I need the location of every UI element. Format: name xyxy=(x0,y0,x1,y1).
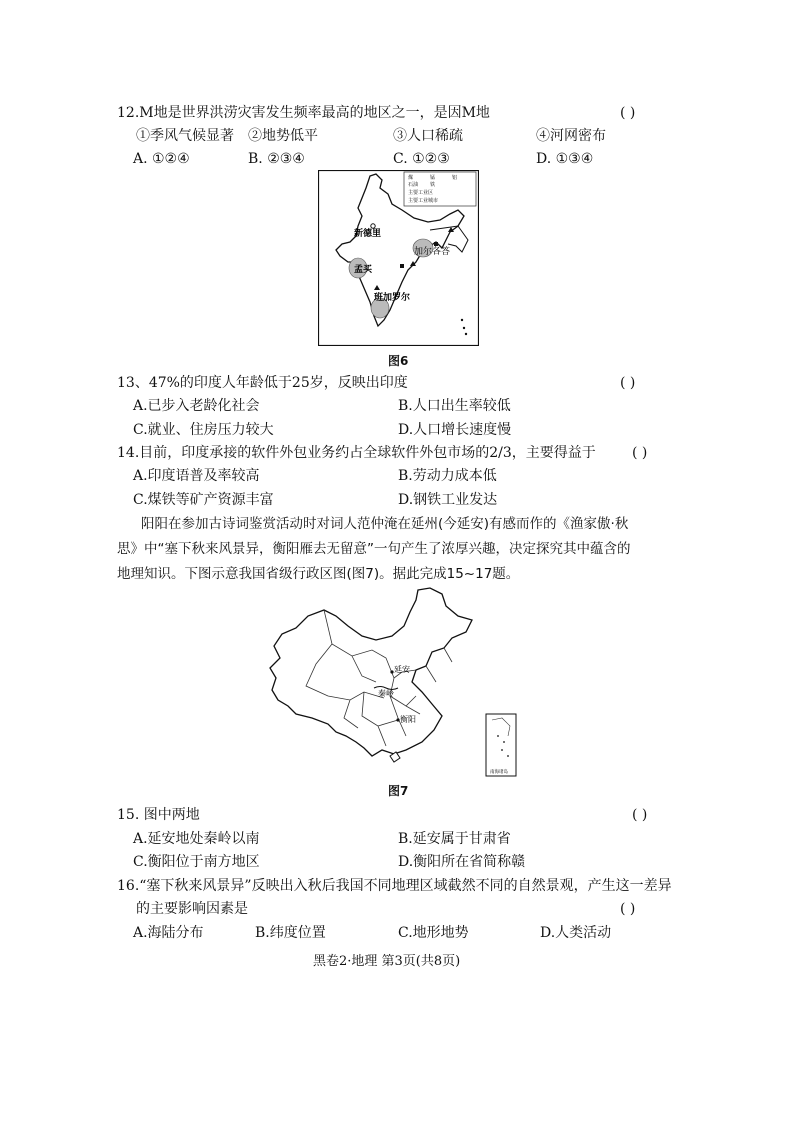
island xyxy=(461,319,463,321)
coal-mark xyxy=(434,242,438,246)
legend-industrial-city: 主要工业城市 xyxy=(408,198,439,204)
q14-answer-paren: ( ) xyxy=(632,445,648,461)
yanan-marker xyxy=(390,670,393,673)
legend-coal: 煤 xyxy=(408,175,414,181)
legend-oil: 石油 xyxy=(408,182,419,188)
q15-answer-paren: ( ) xyxy=(632,807,648,823)
q15-stem: 15. 图中两地 xyxy=(117,807,200,823)
q12-stem: 12.M地是世界洪涝灾害发生频率最高的地区之一，是因M地 xyxy=(117,105,490,121)
intro-line-1: 阳阳在参加古诗词鉴赏活动时对词人范仲淹在延州(今延安)有感而作的《渔家傲·秋 xyxy=(141,516,629,532)
legend-industrial-zone: 主要工业区 xyxy=(408,190,434,196)
q12-option-d: D. ①③④ xyxy=(536,151,594,167)
q12-item-1: ①季风气候显著 xyxy=(136,128,234,144)
legend-manganese: 锰 xyxy=(430,175,436,181)
q14-stem: 14.目前，印度承接的软件外包业务约占全球软件外包市场的2/3，主要得益于 xyxy=(117,445,596,461)
hengyang-marker xyxy=(396,718,399,721)
q16-option-d: D.人类活动 xyxy=(540,925,612,941)
q12-item-4: ④河网密布 xyxy=(536,128,606,144)
city-mumbai: 孟买 xyxy=(354,265,373,275)
figure-7-caption: 图7 xyxy=(388,784,409,798)
inset-label: 南海诸岛 xyxy=(490,770,508,775)
q13-option-b: B.人口出生率较低 xyxy=(398,398,511,414)
city-new-delhi: 新德里 xyxy=(354,229,382,239)
q16-option-b: B.纬度位置 xyxy=(255,925,326,941)
label-hengyang: 衡阳 xyxy=(400,715,416,724)
q16-option-a: A.海陆分布 xyxy=(133,925,204,941)
q15-option-a: A.延安地处秦岭以南 xyxy=(133,831,260,847)
q14-option-a: A.印度语普及率较高 xyxy=(133,468,260,484)
south-china-sea-inset xyxy=(486,714,516,776)
legend-aluminium: 铝 xyxy=(452,175,458,181)
q14-option-b: B.劳动力成本低 xyxy=(398,468,497,484)
island xyxy=(463,327,465,329)
q16-stem-line-2: 的主要影响因素是 xyxy=(136,901,248,917)
india-map-figure xyxy=(318,170,479,346)
label-qinling: 秦岭 xyxy=(378,689,394,698)
q14-option-d: D.钢铁工业发达 xyxy=(398,492,498,508)
q13-stem: 13、47%的印度人年龄低于25岁，反映出印度 xyxy=(117,375,408,391)
q12-answer-paren: ( ) xyxy=(620,105,636,121)
q12-option-b: B. ②③④ xyxy=(248,151,305,167)
island xyxy=(465,333,467,335)
china-map-figure xyxy=(266,586,518,778)
coal-mark xyxy=(400,264,404,268)
q12-option-c: C. ①②③ xyxy=(393,151,450,167)
china-outline xyxy=(270,588,472,756)
city-bangalore: 班加罗尔 xyxy=(374,293,411,303)
label-yanan: 延安 xyxy=(394,665,410,674)
q16-option-c: C.地形地势 xyxy=(398,925,469,941)
q15-option-d: D.衡阳所在省简称赣 xyxy=(398,854,526,870)
q15-option-c: C.衡阳位于南方地区 xyxy=(133,854,260,870)
page-footer: 黑卷2·地理 第3页(共8页) xyxy=(313,954,461,969)
intro-line-2: 思》中“塞下秋来风景异，衡阳雁去无留意”一句产生了浓厚兴趣，决定探究其中蕴含的 xyxy=(117,541,631,557)
q12-item-2: ②地势低平 xyxy=(248,128,318,144)
q13-option-c: C.就业、住房压力较大 xyxy=(133,422,274,438)
city-kolkata: 加尔各答 xyxy=(414,247,451,257)
q14-option-c: C.煤铁等矿产资源丰富 xyxy=(133,492,274,508)
intro-line-3: 地理知识。下图示意我国省级行政区图(图7)。据此完成15~17题。 xyxy=(117,566,520,582)
q13-option-d: D.人口增长速度慢 xyxy=(398,422,512,438)
q16-stem-line-1: 16.“塞下秋来风景异”反映出入秋后我国不同地理区域截然不同的自然景观，产生这一差异 xyxy=(117,878,672,894)
q16-answer-paren: ( ) xyxy=(620,901,636,917)
q13-option-a: A.已步入老龄化社会 xyxy=(133,398,260,414)
figure-6-caption: 图6 xyxy=(388,354,409,368)
legend-iron: 铁 xyxy=(430,182,436,188)
q12-item-3: ③人口稀疏 xyxy=(393,128,463,144)
q12-option-a: A. ①②④ xyxy=(133,151,190,167)
q13-answer-paren: ( ) xyxy=(620,375,636,391)
q15-option-b: B.延安属于甘肃省 xyxy=(398,831,511,847)
